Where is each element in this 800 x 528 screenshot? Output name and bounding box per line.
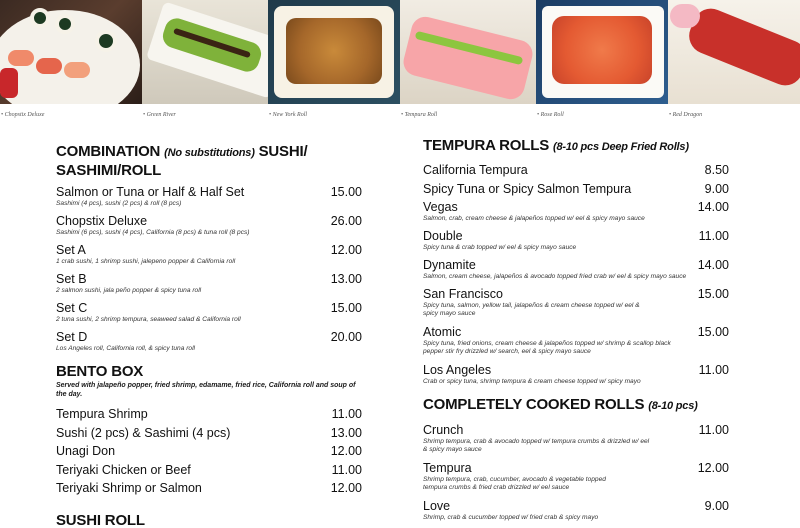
sushi-platter-photo	[0, 0, 142, 104]
item-name: Tempura	[423, 461, 472, 475]
menu-item	[423, 325, 729, 363]
menu-item	[56, 407, 362, 426]
item-price: 12.00	[330, 444, 362, 458]
item-price: 20.00	[330, 330, 362, 344]
item-price: 14.00	[697, 200, 729, 214]
menu-item	[56, 243, 362, 272]
item-desc: Crab or spicy tuna, shrimp tempura & cream cheese topped w/ spicy mayo	[423, 378, 641, 385]
item-desc: 2 salmon sushi, jala peño popper & spicy tuna roll	[56, 287, 202, 294]
photo-captions	[0, 112, 800, 122]
menu-item	[56, 444, 362, 463]
sushi-roll-title: SUSHI ROLL	[56, 511, 145, 528]
menu-item	[423, 423, 729, 461]
item-desc: Shrimp tempura, crab & avocado topped w/ tempura crumbs & drizzled w/ eel & spicy mayo sauce	[423, 438, 650, 453]
photo-caption: • Tempura Roll	[401, 112, 438, 118]
item-name: Set C	[56, 301, 88, 315]
menu-item	[423, 229, 729, 258]
item-price: 26.00	[330, 214, 362, 228]
item-price: 11.00	[698, 229, 729, 243]
item-price: 13.00	[330, 425, 362, 440]
item-price: 11.00	[698, 423, 729, 437]
title-text: COMBINATION	[56, 143, 165, 160]
item-desc: 2 tuna sushi, 2 shrimp tempura, seaweed salad & California roll	[56, 316, 241, 323]
item-desc: Sashimi (6 pcs), sushi (4 pcs), California (8 pcs) & tuna roll (8 pcs)	[56, 229, 250, 236]
item-name: Spicy Tuna or Spicy Salmon Tempura	[423, 181, 632, 196]
photo-caption: • New York Roll	[269, 112, 308, 118]
item-price: 13.00	[330, 272, 362, 286]
item-name: Unagi Don	[56, 444, 116, 458]
rose-roll-photo	[536, 0, 668, 104]
title-note: (8-10 pcs)	[648, 400, 698, 412]
item-desc: Sashimi (4 pcs), sushi (2 pcs) & roll (8 pcs)	[56, 200, 182, 207]
item-name: Dynamite	[423, 258, 476, 272]
menu-item	[56, 330, 362, 359]
item-price: 9.00	[704, 181, 729, 196]
green-roll-photo	[142, 0, 268, 104]
item-price: 12.00	[330, 243, 362, 257]
menu-item	[423, 287, 729, 325]
item-name: Set A	[56, 243, 86, 257]
item-name: Set B	[56, 272, 87, 286]
menu-item	[423, 200, 729, 229]
photo-strip	[0, 0, 800, 104]
menu-item	[423, 258, 729, 287]
item-price: 11.00	[331, 462, 362, 477]
title-note: (8-10 pcs Deep Fried Rolls)	[552, 141, 689, 153]
item-price: 11.00	[331, 407, 362, 421]
tempura-roll-photo	[400, 0, 536, 104]
item-price: 15.00	[697, 287, 729, 301]
item-price: 8.50	[704, 163, 729, 177]
item-name: Sushi (2 pcs) & Sashimi (4 pcs)	[56, 425, 231, 440]
bento-title: BENTO BOX	[56, 363, 144, 380]
item-name: Double	[423, 229, 463, 243]
item-price: 15.00	[330, 301, 362, 315]
tempura-rolls-title	[423, 137, 729, 156]
item-desc: Spicy tuna, salmon, yellow tail, jalapeños & cream cheese topped w/ eel & spicy mayo sauce	[423, 302, 640, 317]
menu-item	[423, 363, 729, 392]
bento-subtitle: Served with jalapeño popper, fried shrimp, edamame, fried rice, California roll and soup of the day.	[56, 382, 356, 398]
item-name: Teriyaki Chicken or Beef	[56, 462, 191, 477]
item-name: San Francisco	[423, 287, 503, 301]
left-column	[56, 140, 362, 528]
item-name: Atomic	[423, 325, 462, 339]
item-name: Salmon or Tuna or Half & Half Set	[56, 185, 245, 199]
item-price: 11.00	[698, 363, 729, 377]
item-name: Chopstix Deluxe	[56, 214, 148, 228]
menu-item	[423, 163, 729, 182]
item-desc: Los Angeles roll, California roll, & spicy tuna roll	[56, 345, 196, 352]
menu-item	[56, 272, 362, 301]
ny-roll-photo	[268, 0, 400, 104]
title-text: SASHIMI/ROLL	[56, 162, 162, 179]
menu-item	[423, 182, 729, 201]
title-text: COMPLETELY COOKED ROLLS	[423, 396, 649, 413]
photo-caption: • Chopstix Deluxe	[1, 112, 45, 118]
item-name: Set D	[56, 330, 88, 344]
menu-item	[56, 214, 362, 243]
item-desc: Salmon, cream cheese, jalapeños & avocado topped fried crab w/ eel & spicy mayo sauce	[423, 273, 687, 280]
photo-caption: • Rose Roll	[537, 112, 564, 118]
item-name: Love	[423, 499, 451, 513]
title-text: TEMPURA ROLLS	[423, 137, 553, 154]
item-price: 15.00	[697, 325, 729, 339]
item-price: 15.00	[330, 185, 362, 199]
item-name: Los Angeles	[423, 363, 492, 377]
item-price: 14.00	[697, 258, 729, 272]
item-desc: Salmon, crab, cream cheese & jalapeños topped w/ eel & spicy mayo sauce	[423, 215, 645, 222]
menu-item	[423, 499, 729, 525]
item-desc: 1 crab sushi, 1 shrimp sushi, jalepeno popper & California roll	[56, 258, 236, 265]
photo-caption: • Green River	[143, 112, 176, 118]
combination-title	[56, 143, 362, 179]
cooked-rolls-title	[423, 396, 729, 415]
title-text: SUSHI/	[254, 143, 308, 160]
item-name: Vegas	[423, 200, 458, 214]
item-desc: Spicy tuna & crab topped w/ eel & spicy mayo sauce	[423, 244, 577, 251]
item-name: Teriyaki Shrimp or Salmon	[56, 481, 202, 495]
menu-item	[56, 426, 362, 445]
item-desc: Spicy tuna, fried onions, cream cheese & jalapeños topped w/ shrimp & scallop black pepper stir fry drizzled w/ search, eel & spicy mayo sauce	[423, 340, 671, 355]
item-price: 9.00	[704, 499, 729, 513]
menu-item	[56, 301, 362, 330]
menu-item	[56, 185, 362, 214]
item-desc: Shrimp tempura, crab, cucumber, avocado & vegetable topped tempura crumbs & fried crab drizzled w/ eel sauce	[423, 476, 606, 491]
menu-item	[56, 481, 362, 500]
title-note: (No substitutions)	[164, 147, 255, 159]
item-price: 12.00	[330, 481, 362, 495]
red-dragon-photo	[668, 0, 800, 104]
item-name: California Tempura	[423, 163, 528, 177]
right-column	[423, 137, 729, 525]
item-name: Crunch	[423, 423, 464, 437]
photo-caption: • Red Dragon	[669, 112, 703, 118]
item-desc: Shrimp, crab & cucumber topped w/ fried crab & spicy mayo	[423, 514, 599, 521]
item-price: 12.00	[697, 461, 729, 475]
item-name: Tempura Shrimp	[56, 407, 148, 421]
menu-item	[423, 461, 729, 499]
menu-item	[56, 463, 362, 482]
